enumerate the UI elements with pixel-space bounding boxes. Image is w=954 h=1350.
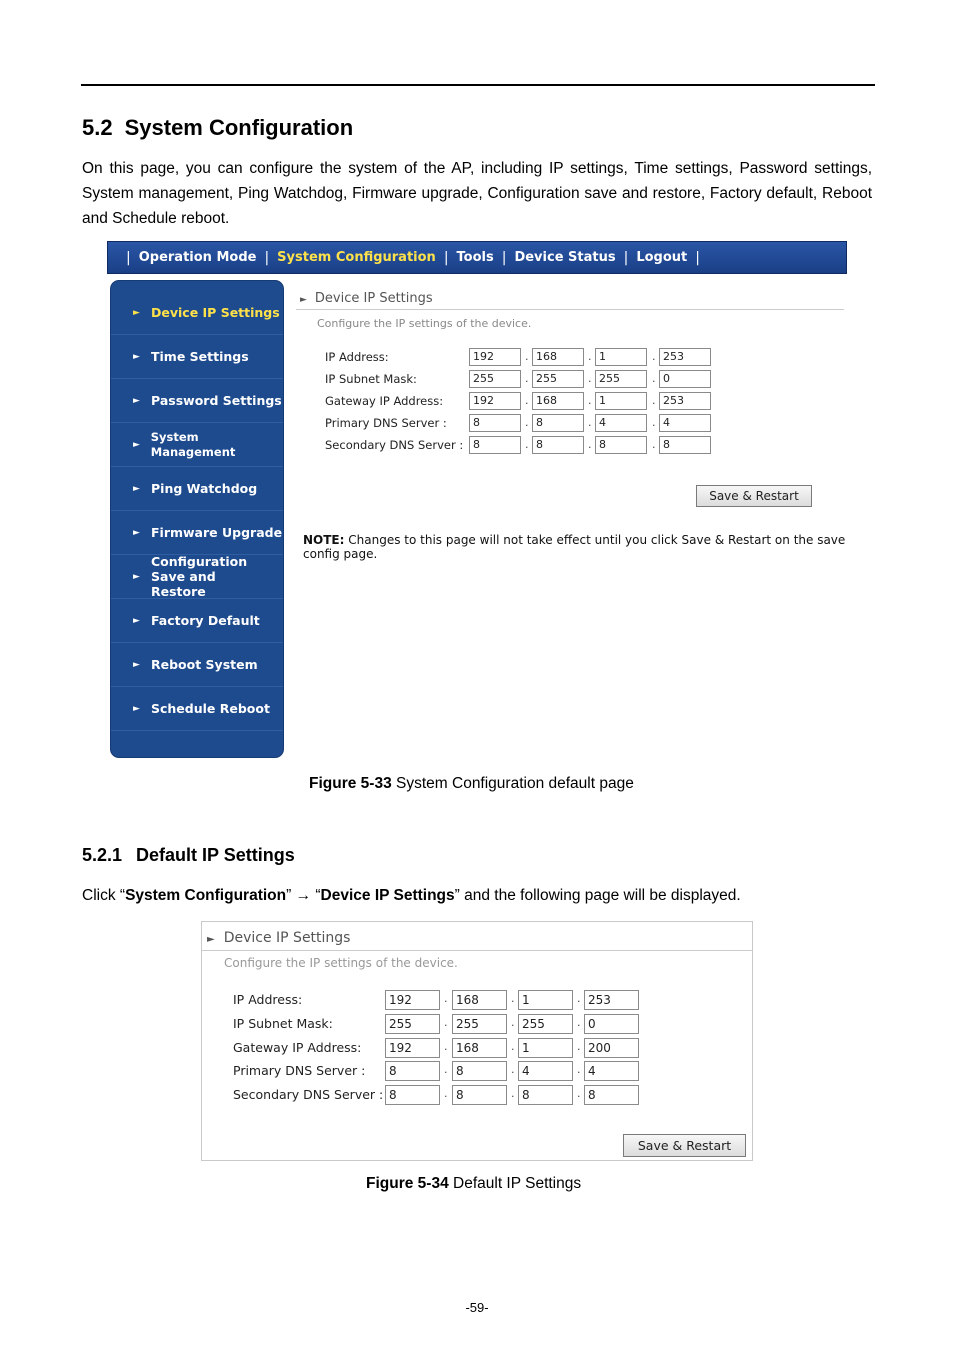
ip-address-octet-2[interactable]: 168 [452, 990, 507, 1010]
section-number: 5.2 [82, 115, 113, 140]
triangle-right-icon: ► [133, 483, 140, 494]
secondary-dns-octet-4[interactable]: 8 [659, 436, 711, 454]
nav-separator: | [443, 249, 449, 266]
top-nav-bar [107, 241, 847, 274]
ip-address-octet-3[interactable]: 1 [595, 348, 647, 366]
subnet-mask-octet-3[interactable]: 255 [595, 370, 647, 388]
subnet-mask-octet-1[interactable]: 255 [385, 1014, 440, 1034]
octet-dot: . [577, 1087, 581, 1100]
octet-dot: . [577, 1040, 581, 1053]
gateway-octet-1[interactable]: 192 [385, 1038, 440, 1058]
sidebar-item-password-settings[interactable]: ► Password Settings [111, 379, 283, 423]
nav-tools[interactable]: Tools [456, 250, 494, 265]
subnet-mask-octet-4[interactable]: 0 [584, 1014, 639, 1034]
figure-5-34-caption [366, 1175, 581, 1193]
caption-label: Figure 5-34 [366, 1175, 449, 1192]
primary-dns-label: Primary DNS Server : [233, 1063, 366, 1078]
nav-operation-mode[interactable]: Operation Mode [138, 250, 257, 265]
triangle-right-icon: ► [133, 351, 140, 362]
octet-dot: . [588, 416, 592, 429]
sidebar-menu [111, 281, 283, 757]
panel-title: ► Device IP Settings [300, 291, 433, 306]
nav-separator: | [501, 249, 507, 266]
nav-system-configuration[interactable]: System Configuration [277, 250, 436, 265]
triangle-right-icon: ► [133, 615, 140, 626]
gateway-octet-3[interactable]: 1 [595, 392, 647, 410]
octet-dot: . [577, 992, 581, 1005]
secondary-dns-octet-1[interactable]: 8 [469, 436, 521, 454]
sidebar-item-factory-default[interactable]: ► Factory Default [111, 599, 283, 643]
octet-dot: . [511, 1087, 515, 1100]
save-restart-button[interactable]: Save & Restart [623, 1134, 746, 1157]
ip-address-octet-3[interactable]: 1 [518, 990, 573, 1010]
note-text [303, 533, 847, 561]
ip-address-label: IP Address: [233, 992, 303, 1007]
octet-dot: . [444, 1016, 448, 1029]
octet-dot: . [652, 372, 656, 385]
sidebar-item-reboot-system[interactable]: ► Reboot System [111, 643, 283, 687]
octet-dot: . [525, 416, 529, 429]
octet-dot: . [525, 372, 529, 385]
ip-address-octet-4[interactable]: 253 [584, 990, 639, 1010]
gateway-octet-2[interactable]: 168 [452, 1038, 507, 1058]
octet-dot: . [525, 438, 529, 451]
octet-dot: . [511, 992, 515, 1005]
page-number: -59- [465, 1300, 489, 1315]
subsection-number: 5.2.1 [82, 845, 123, 865]
triangle-right-icon: ► [300, 295, 307, 305]
ip-address-octet-1[interactable]: 192 [469, 348, 521, 366]
subnet-mask-label: IP Subnet Mask: [325, 372, 417, 386]
sidebar-item-configuration-save-restore[interactable]: ► Configuration Save and Restore [111, 555, 283, 599]
sidebar-item-schedule-reboot[interactable]: ► Schedule Reboot [111, 687, 283, 731]
primary-dns-octet-4[interactable]: 4 [584, 1061, 639, 1081]
octet-dot: . [588, 438, 592, 451]
header-rule [81, 84, 875, 86]
secondary-dns-octet-3[interactable]: 8 [518, 1085, 573, 1105]
triangle-right-icon: ► [133, 703, 140, 714]
secondary-dns-octet-3[interactable]: 8 [595, 436, 647, 454]
subnet-mask-octet-2[interactable]: 255 [532, 370, 584, 388]
octet-dot: . [588, 350, 592, 363]
note-label: NOTE: [303, 533, 345, 547]
note-body: Changes to this page will not take effect until you click Save & Restart on the save config page. [303, 533, 846, 561]
sidebar-item-system-management[interactable]: ► System Management [111, 423, 283, 467]
octet-dot: . [652, 416, 656, 429]
panel-description: Configure the IP settings of the device. [317, 317, 532, 330]
nav-separator: | [623, 249, 629, 266]
triangle-right-icon: ► [207, 934, 215, 945]
primary-dns-label: Primary DNS Server : [325, 416, 447, 430]
default-ip-settings-screenshot [201, 921, 753, 1161]
primary-dns-octet-1[interactable]: 8 [385, 1061, 440, 1081]
save-restart-button[interactable]: Save & Restart [696, 485, 812, 507]
caption-label: Figure 5-33 [309, 775, 392, 792]
octet-dot: . [444, 1040, 448, 1053]
gateway-octet-4[interactable]: 253 [659, 392, 711, 410]
octet-dot: . [444, 1063, 448, 1076]
octet-dot: . [577, 1016, 581, 1029]
intro-paragraph: On this page, you can configure the system of the AP, including IP settings, Time settings, Password settings, System management, Ping Watchdog, Firmware upgrade, Configuration save and restore, Factory default, Reboot and Schedule reboot. [82, 160, 872, 227]
nav-separator: | [264, 249, 270, 266]
subsection-heading [82, 845, 295, 866]
primary-dns-octet-3[interactable]: 4 [518, 1061, 573, 1081]
panel-divider [296, 309, 844, 310]
sidebar-item-time-settings[interactable]: ► Time Settings [111, 335, 283, 379]
subsection-title: Default IP Settings [136, 845, 295, 865]
sidebar-item-firmware-upgrade[interactable]: ► Firmware Upgrade [111, 511, 283, 555]
section-title: System Configuration [124, 115, 354, 140]
subnet-mask-label: IP Subnet Mask: [233, 1016, 333, 1031]
sidebar-item-device-ip-settings[interactable]: ► Device IP Settings [111, 291, 283, 335]
octet-dot: . [577, 1063, 581, 1076]
system-config-screenshot [107, 241, 847, 761]
instruction-paragraph [82, 887, 741, 905]
sidebar-item-ping-watchdog[interactable]: ► Ping Watchdog [111, 467, 283, 511]
octet-dot: . [511, 1016, 515, 1029]
primary-dns-octet-4[interactable]: 4 [659, 414, 711, 432]
octet-dot: . [444, 1087, 448, 1100]
nav-logout[interactable]: Logout [636, 250, 688, 265]
secondary-dns-octet-4[interactable]: 8 [584, 1085, 639, 1105]
instruction-submenu-name: Device IP Settings [320, 887, 455, 904]
nav-separator: | [126, 249, 131, 266]
panel-description: Configure the IP settings of the device. [224, 956, 458, 970]
octet-dot: . [511, 1063, 515, 1076]
nav-separator: | [695, 249, 700, 266]
octet-dot: . [444, 992, 448, 1005]
caption-text: Default IP Settings [453, 1175, 582, 1192]
secondary-dns-octet-2[interactable]: 8 [452, 1085, 507, 1105]
ip-address-octet-1[interactable]: 192 [385, 990, 440, 1010]
octet-dot: . [652, 350, 656, 363]
secondary-dns-label: Secondary DNS Server : [233, 1087, 384, 1102]
octet-dot: . [588, 394, 592, 407]
octet-dot: . [525, 394, 529, 407]
primary-dns-octet-2[interactable]: 8 [532, 414, 584, 432]
nav-device-status[interactable]: Device Status [514, 250, 616, 265]
secondary-dns-label: Secondary DNS Server : [325, 438, 464, 452]
ip-address-label: IP Address: [325, 350, 389, 364]
octet-dot: . [588, 372, 592, 385]
octet-dot: . [652, 394, 656, 407]
figure-5-33-caption [309, 775, 634, 793]
ip-address-octet-4[interactable]: 253 [659, 348, 711, 366]
gateway-octet-2[interactable]: 168 [532, 392, 584, 410]
octet-dot: . [511, 1040, 515, 1053]
caption-text: System Configuration default page [396, 775, 634, 792]
subnet-mask-octet-2[interactable]: 255 [452, 1014, 507, 1034]
octet-dot: . [525, 350, 529, 363]
triangle-right-icon: ► [133, 439, 140, 450]
instruction-text: Click “ [82, 887, 126, 904]
panel-divider [202, 950, 752, 951]
gateway-label: Gateway IP Address: [233, 1040, 362, 1055]
subnet-mask-octet-3[interactable]: 255 [518, 1014, 573, 1034]
subnet-mask-octet-4[interactable]: 0 [659, 370, 711, 388]
secondary-dns-octet-1[interactable]: 8 [385, 1085, 440, 1105]
instruction-text-end: ” and the following page will be displayed. [454, 887, 741, 904]
primary-dns-octet-2[interactable]: 8 [452, 1061, 507, 1081]
primary-dns-octet-3[interactable]: 4 [595, 414, 647, 432]
ip-address-octet-2[interactable]: 168 [532, 348, 584, 366]
gateway-label: Gateway IP Address: [325, 394, 444, 408]
primary-dns-octet-1[interactable]: 8 [469, 414, 521, 432]
triangle-right-icon: ► [133, 659, 140, 670]
instruction-menu-name: System Configuration [125, 887, 287, 904]
gateway-octet-1[interactable]: 192 [469, 392, 521, 410]
triangle-right-icon: ► [133, 307, 140, 318]
secondary-dns-octet-2[interactable]: 8 [532, 436, 584, 454]
subnet-mask-octet-1[interactable]: 255 [469, 370, 521, 388]
panel-title: ► Device IP Settings [207, 930, 351, 946]
section-heading [82, 115, 353, 141]
triangle-right-icon: ► [133, 395, 140, 406]
instruction-arrow-text: ” → “ [286, 887, 321, 904]
gateway-octet-3[interactable]: 1 [518, 1038, 573, 1058]
triangle-right-icon: ► [133, 571, 140, 582]
gateway-octet-4[interactable]: 200 [584, 1038, 639, 1058]
octet-dot: . [652, 438, 656, 451]
triangle-right-icon: ► [133, 527, 140, 538]
